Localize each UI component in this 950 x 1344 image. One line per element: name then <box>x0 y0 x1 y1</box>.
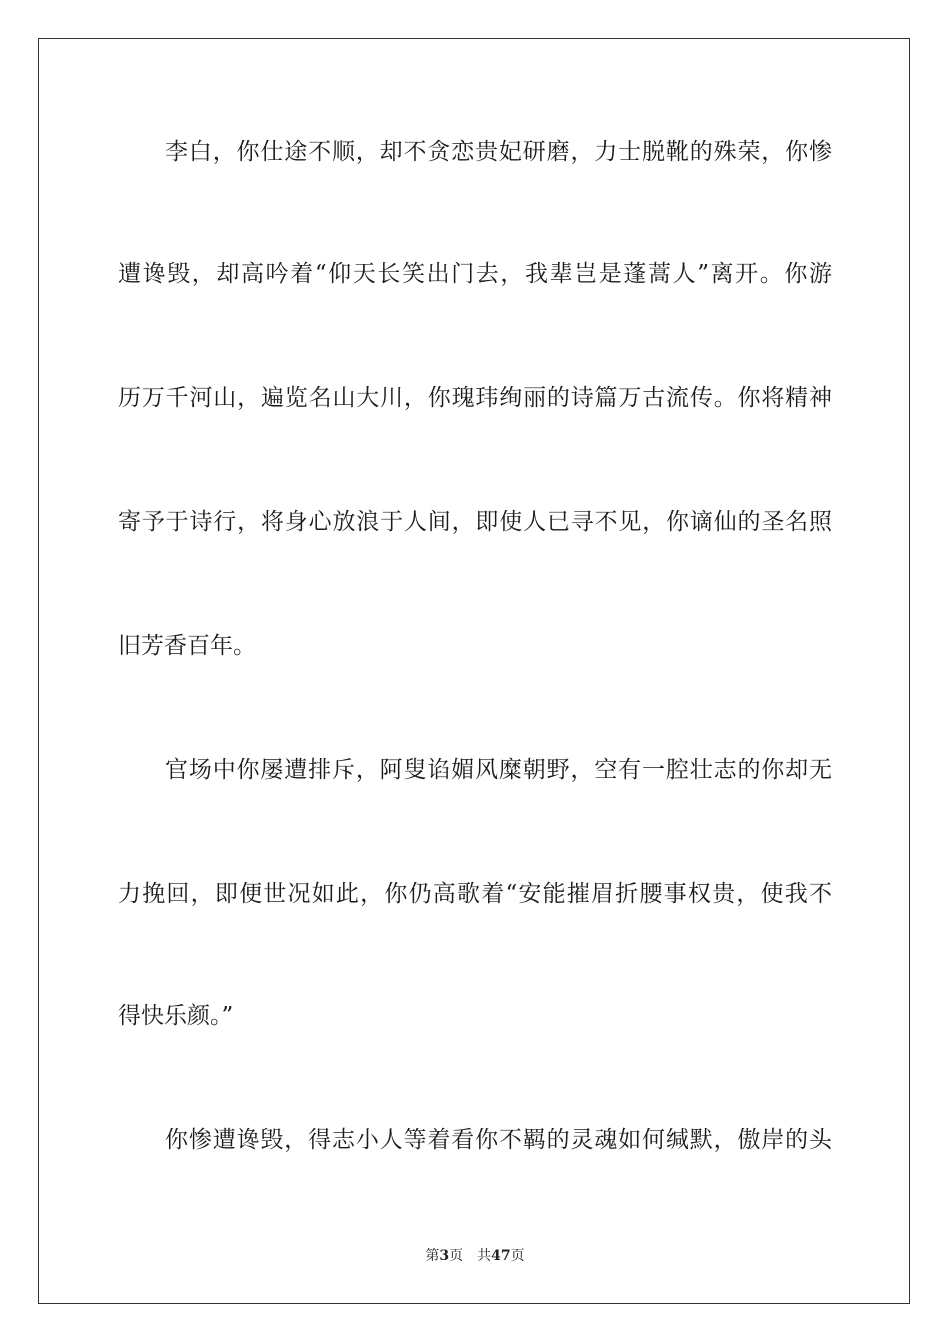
paragraph-1-line-4: 寄予于诗行，将身心放浪于人间，即使人已寻不见，你谪仙的圣名照 <box>118 509 832 535</box>
page-suffix: 页 <box>449 1248 464 1264</box>
paragraph-1-line-1: 李白，你仕途不顺，却不贪恋贵妃研磨，力士脱靴的殊荣，你惨 <box>165 139 832 165</box>
total-prefix: 共 <box>477 1248 492 1264</box>
page-border <box>38 38 910 1304</box>
paragraph-3-line-1: 你惨遭谗毁，得志小人等着看你不羁的灵魂如何缄默，傲岸的头 <box>165 1127 832 1153</box>
paragraph-2-line-1: 官场中你屡遭排斥，阿叟谄媚风糜朝野，空有一腔壮志的你却无 <box>165 757 832 783</box>
paragraph-1-line-5: 旧芳香百年。 <box>118 633 256 659</box>
page-number: 3 <box>439 1248 450 1264</box>
paragraph-2-line-3: 得快乐颜。” <box>118 1003 234 1029</box>
paragraph-1-line-2: 遭谗毁，却高吟着“仰天长笑出门去，我辈岂是蓬蒿人”离开。你游 <box>118 261 832 287</box>
paragraph-1-line-3: 历万千河山，遍览名山大川，你瑰玮绚丽的诗篇万古流传。你将精神 <box>118 385 832 411</box>
paragraph-2-line-2: 力挽回，即便世况如此，你仍高歌着“安能摧眉折腰事权贵，使我不 <box>118 881 832 907</box>
total-suffix: 页 <box>510 1248 525 1264</box>
total-pages: 47 <box>491 1248 511 1264</box>
page-prefix: 第 <box>425 1248 440 1264</box>
page-footer <box>0 1247 950 1265</box>
